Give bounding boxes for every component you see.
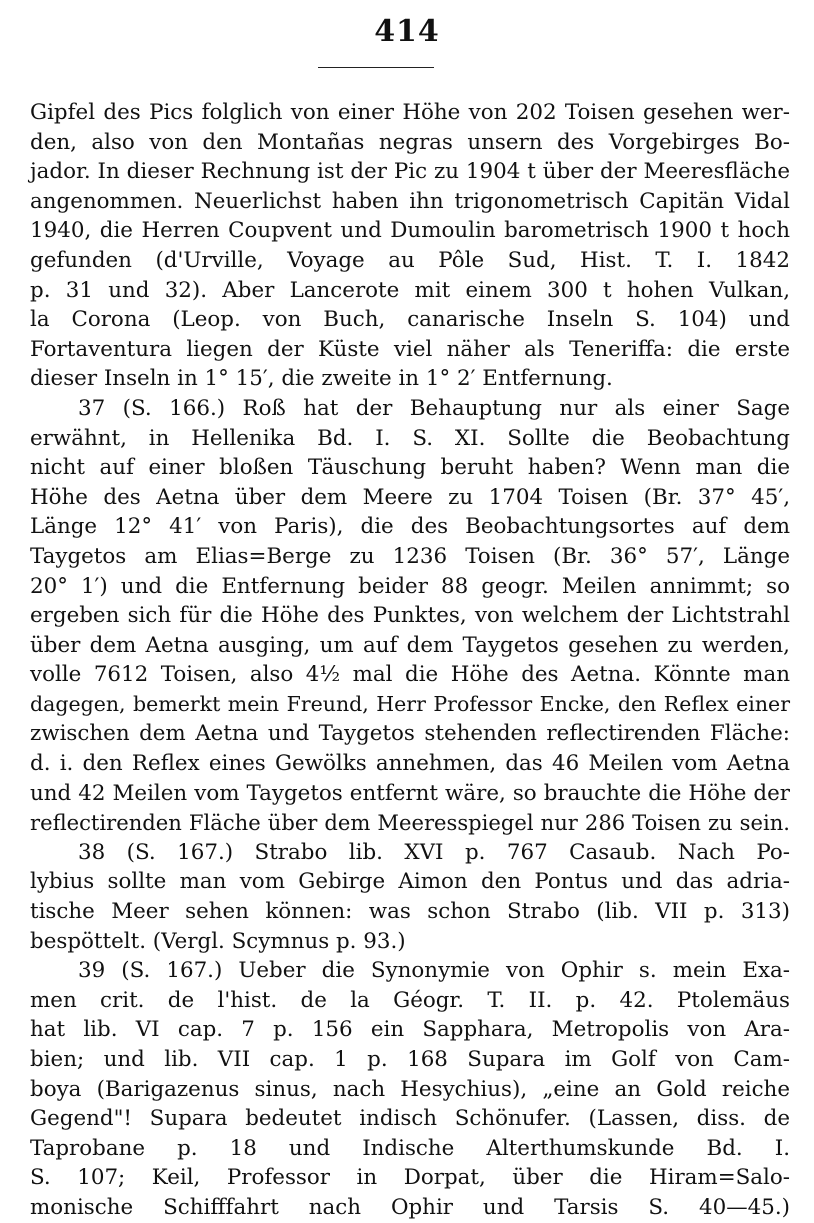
text-line: Länge 12° 41′ von Paris), die des Beobachtungsortes auf dem: [30, 514, 790, 540]
text-line: jador. In dieser Rechnung ist der Pic zu 1904 t über der Meeresfläche: [30, 159, 790, 185]
text-line: d. i. den Reflex eines Gewölks annehmen, das 46 Meilen vom Aetna: [30, 751, 790, 777]
text-line: Höhe des Aetna über dem Meere zu 1704 Toisen (Br. 37° 45′,: [30, 484, 790, 510]
text-line: p. 31 und 32). Aber Lancerote mit einem 300 t hohen Vulkan,: [30, 277, 790, 303]
text-line: über dem Aetna ausging, um auf dem Taygetos gesehen zu werden,: [30, 632, 790, 658]
text-line: erwähnt, in Hellenika Bd. I. S. XI. Sollte die Beobachtung: [30, 425, 790, 451]
text-line: gefunden (d'Urville, Voyage au Pôle Sud, Hist. T. I. 1842: [30, 247, 790, 273]
text-line: Fortaventura liegen der Küste viel näher als Teneriffa: die erste: [30, 336, 790, 362]
text-line: Gipfel des Pics folglich von einer Höhe von 202 Toisen gesehen wer-: [30, 100, 790, 125]
text-line: angenommen. Neuerlichst haben ihn trigonometrisch Capitän Vidal: [30, 188, 790, 214]
text-line: den, also von den Montañas negras unsern des Vorgebirges Bo-: [30, 129, 790, 155]
text-line: bespöttelt. (Vergl. Scymnus p. 93.): [30, 928, 406, 954]
text-line: men crit. de l'hist. de la Géogr. T. II. p. 42. Ptolemäus: [30, 987, 790, 1013]
page-number: 414: [374, 14, 440, 49]
text-line: dieser Inseln in 1° 15′, die zweite in 1° 2′ Entfernung.: [30, 366, 613, 392]
text-line: monische Schifffahrt nach Ophir und Tarsis S. 40—45.): [30, 1194, 790, 1220]
text-line: volle 7612 Toisen, also 4½ mal die Höhe des Aetna. Könnte man: [30, 662, 790, 688]
text-line: Taprobane p. 18 und Indische Alterthumskunde Bd. I.: [30, 1135, 790, 1161]
text-line: Gegend"! Supara bedeutet indisch Schönufer. (Lassen, diss. de: [30, 1106, 790, 1132]
text-line: lybius sollte man vom Gebirge Aimon den Pontus und das adria-: [30, 869, 790, 895]
text-line: ergeben sich für die Höhe des Punktes, von welchem der Lichtstrahl: [30, 603, 790, 629]
text-line: tische Meer sehen können: was schon Strabo (lib. VII p. 313): [30, 899, 790, 925]
text-line: hat lib. VI cap. 7 p. 156 ein Sapphara, Metropolis von Ara-: [30, 1017, 790, 1043]
text-line: 39 (S. 167.) Ueber die Synonymie von Ophir s. mein Exa-: [78, 958, 790, 984]
text-line: la Corona (Leop. von Buch, canarische Inseln S. 104) und: [30, 307, 790, 333]
text-line: 20° 1′) und die Entfernung beider 88 geogr. Meilen annimmt; so: [30, 573, 790, 599]
text-line: reflectirenden Fläche über dem Meeresspiegel nur 286 Toisen zu sein.: [30, 810, 790, 836]
text-line: dagegen, bemerkt mein Freund, Herr Professor Encke, den Reflex einer: [30, 691, 790, 716]
text-line: zwischen dem Aetna und Taygetos stehenden reflectirenden Fläche:: [30, 721, 790, 747]
text-line: 38 (S. 167.) Strabo lib. XVI p. 767 Casaub. Nach Po-: [78, 839, 790, 865]
text-line: boya (Barigazenus sinus, nach Hesychius), „eine an Gold reiche: [30, 1076, 790, 1102]
text-line: 1940, die Herren Coupvent und Dumoulin barometrisch 1900 t hoch: [30, 218, 790, 244]
header-rule: [318, 67, 434, 68]
footnote-text-block: [30, 98, 790, 1223]
text-line: S. 107; Keil, Professor in Dorpat, über die Hiram=Salo-: [30, 1165, 790, 1191]
text-line: bien; und lib. VII cap. 1 p. 168 Supara im Golf von Cam-: [30, 1047, 790, 1072]
text-line: nicht auf einer bloßen Täuschung beruht haben? Wenn man die: [30, 455, 790, 481]
text-line: und 42 Meilen vom Taygetos entfernt wäre, so brauchte die Höhe der: [30, 780, 790, 806]
text-line: 37 (S. 166.) Roß hat der Behauptung nur als einer Sage: [78, 395, 790, 421]
text-line: Taygetos am Elias=Berge zu 1236 Toisen (Br. 36° 57′, Länge: [30, 543, 790, 569]
